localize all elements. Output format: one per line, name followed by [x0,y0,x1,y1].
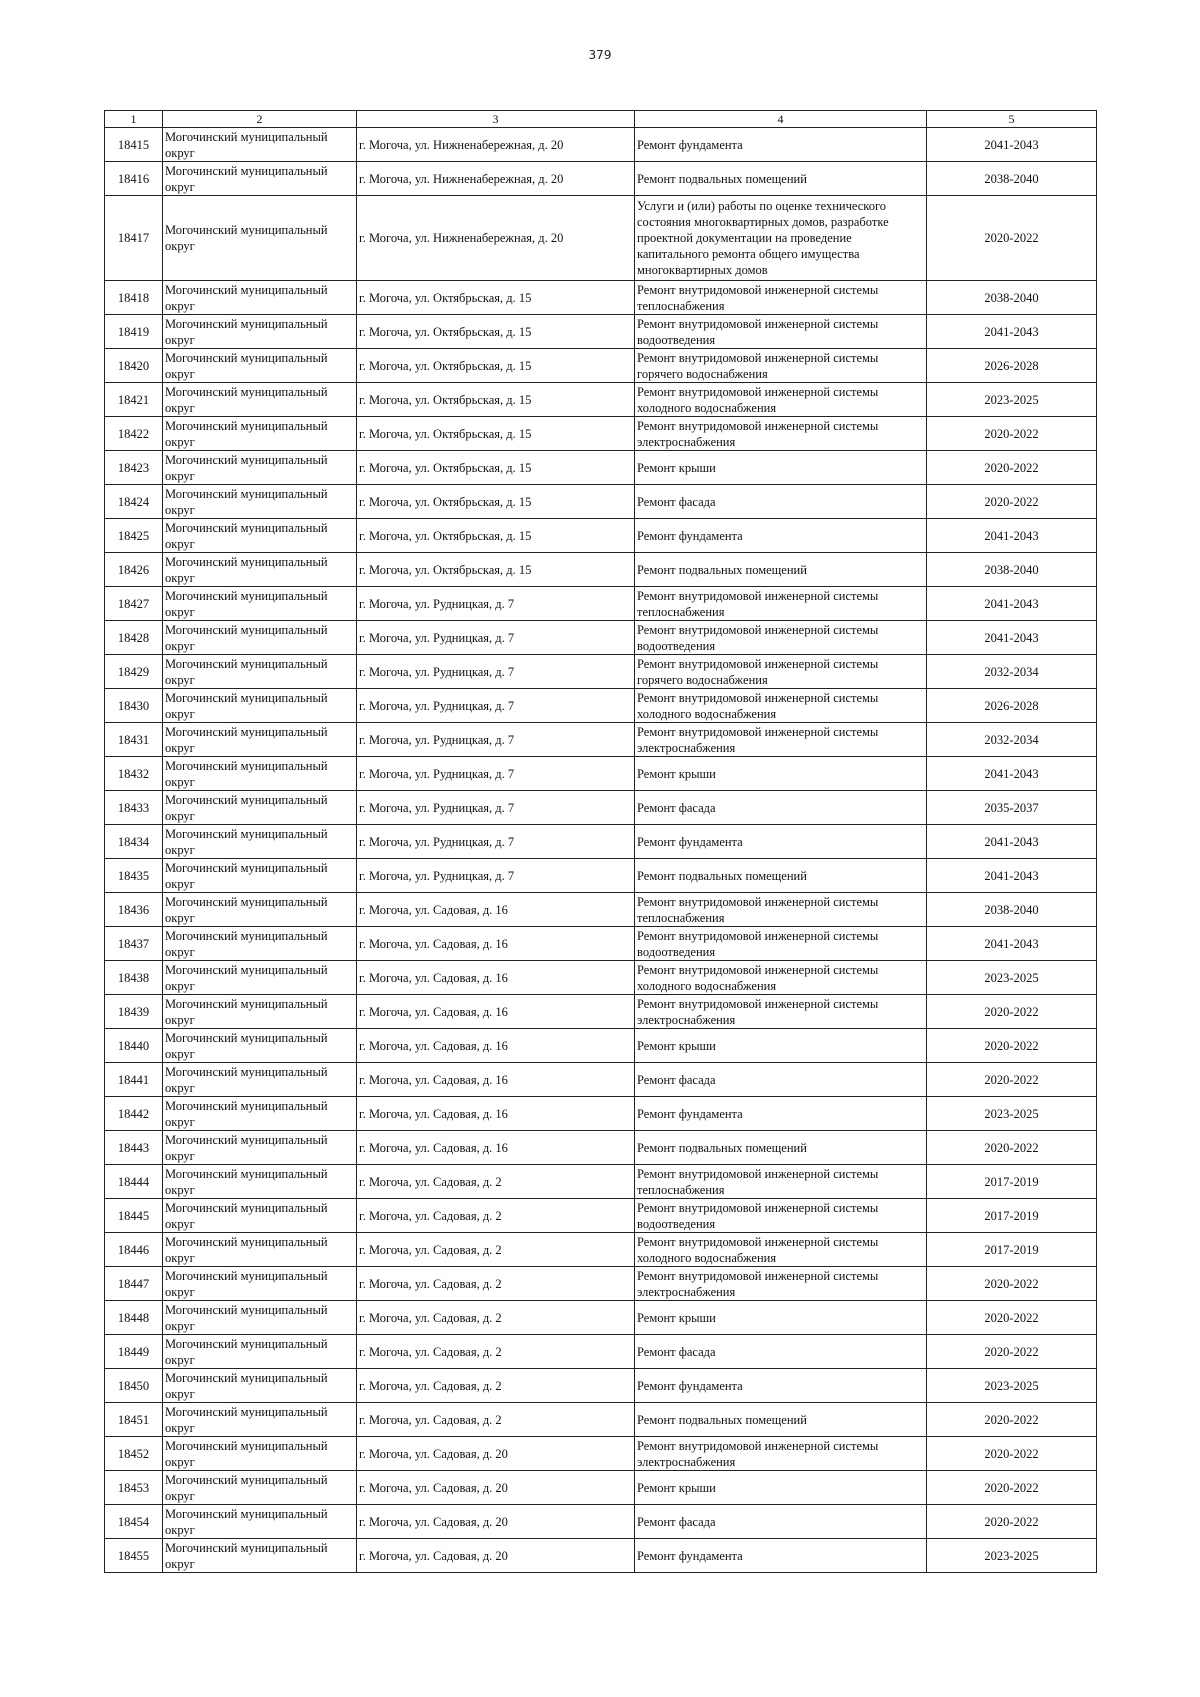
district-cell: Могочинский муниципальный округ [163,1233,357,1267]
table-row [105,451,1097,485]
period-cell: 2032-2034 [927,655,1097,689]
district-cell: Могочинский муниципальный округ [163,689,357,723]
table-row [105,1301,1097,1335]
period-cell: 2023-2025 [927,1369,1097,1403]
row-number-cell: 18451 [105,1403,163,1437]
address-cell: г. Могоча, ул. Садовая, д. 2 [357,1403,635,1437]
table-row [105,655,1097,689]
period-cell: 2038-2040 [927,553,1097,587]
period-cell: 2017-2019 [927,1199,1097,1233]
district-cell: Могочинский муниципальный округ [163,1165,357,1199]
table-row [105,1539,1097,1573]
district-cell: Могочинский муниципальный округ [163,553,357,587]
period-cell: 2026-2028 [927,689,1097,723]
district-cell: Могочинский муниципальный округ [163,1403,357,1437]
table-row [105,961,1097,995]
address-cell: г. Могоча, ул. Садовая, д. 2 [357,1165,635,1199]
table-row [105,621,1097,655]
district-cell: Могочинский муниципальный округ [163,162,357,196]
work-type-cell: Ремонт крыши [635,1301,927,1335]
work-type-cell: Ремонт внутридомовой инженерной системы горячего водоснабжения [635,349,927,383]
work-type-cell: Ремонт крыши [635,757,927,791]
row-number-cell: 18455 [105,1539,163,1573]
table-row [105,1335,1097,1369]
row-number-cell: 18432 [105,757,163,791]
address-cell: г. Могоча, ул. Рудницкая, д. 7 [357,825,635,859]
row-number-cell: 18424 [105,485,163,519]
address-cell: г. Могоча, ул. Садовая, д. 2 [357,1233,635,1267]
work-type-cell: Ремонт фундамента [635,128,927,162]
period-cell: 2041-2043 [927,315,1097,349]
row-number-cell: 18422 [105,417,163,451]
address-cell: г. Могоча, ул. Октябрьская, д. 15 [357,417,635,451]
table-row [105,587,1097,621]
work-type-cell: Ремонт подвальных помещений [635,1131,927,1165]
period-cell: 2017-2019 [927,1233,1097,1267]
district-cell: Могочинский муниципальный округ [163,1097,357,1131]
row-number-cell: 18415 [105,128,163,162]
period-cell: 2032-2034 [927,723,1097,757]
table-row [105,1505,1097,1539]
address-cell: г. Могоча, ул. Садовая, д. 16 [357,1097,635,1131]
district-cell: Могочинский муниципальный округ [163,655,357,689]
column-number-row [105,111,1097,128]
table-row [105,1063,1097,1097]
table-row [105,519,1097,553]
district-cell: Могочинский муниципальный округ [163,1063,357,1097]
table-row [105,349,1097,383]
table-row [105,825,1097,859]
district-cell: Могочинский муниципальный округ [163,485,357,519]
work-type-cell: Ремонт крыши [635,1029,927,1063]
table-row [105,1369,1097,1403]
table-row [105,281,1097,315]
row-number-cell: 18436 [105,893,163,927]
district-cell: Могочинский муниципальный округ [163,281,357,315]
work-type-cell: Ремонт внутридомовой инженерной системы водоотведения [635,621,927,655]
table-row [105,1029,1097,1063]
work-type-cell: Ремонт внутридомовой инженерной системы водоотведения [635,1199,927,1233]
period-cell: 2041-2043 [927,128,1097,162]
address-cell: г. Могоча, ул. Октябрьская, д. 15 [357,349,635,383]
table-row [105,1233,1097,1267]
column-header-2: 2 [163,111,357,128]
address-cell: г. Могоча, ул. Нижненабережная, д. 20 [357,128,635,162]
district-cell: Могочинский муниципальный округ [163,315,357,349]
work-type-cell: Ремонт внутридомовой инженерной системы теплоснабжения [635,587,927,621]
address-cell: г. Могоча, ул. Садовая, д. 16 [357,961,635,995]
table-row [105,196,1097,281]
row-number-cell: 18419 [105,315,163,349]
address-cell: г. Могоча, ул. Рудницкая, д. 7 [357,859,635,893]
district-cell: Могочинский муниципальный округ [163,383,357,417]
district-cell: Могочинский муниципальный округ [163,1131,357,1165]
address-cell: г. Могоча, ул. Октябрьская, д. 15 [357,315,635,349]
work-type-cell: Ремонт внутридомовой инженерной системы водоотведения [635,315,927,349]
period-cell: 2020-2022 [927,1335,1097,1369]
work-type-cell: Ремонт внутридомовой инженерной системы водоотведения [635,927,927,961]
period-cell: 2020-2022 [927,1505,1097,1539]
period-cell: 2020-2022 [927,485,1097,519]
table-row [105,723,1097,757]
period-cell: 2017-2019 [927,1165,1097,1199]
row-number-cell: 18430 [105,689,163,723]
row-number-cell: 18417 [105,196,163,281]
row-number-cell: 18438 [105,961,163,995]
table-row [105,1097,1097,1131]
period-cell: 2041-2043 [927,519,1097,553]
table-row [105,927,1097,961]
row-number-cell: 18423 [105,451,163,485]
work-type-cell: Услуги и (или) работы по оценке технического состояния многоквартирных домов, разработке проектной документации на проведение капитального ремонта общего имущества многоквартирных домов [635,196,927,281]
work-type-cell: Ремонт подвальных помещений [635,859,927,893]
district-cell: Могочинский муниципальный округ [163,1505,357,1539]
period-cell: 2035-2037 [927,791,1097,825]
work-type-cell: Ремонт фундамента [635,1369,927,1403]
work-type-cell: Ремонт внутридомовой инженерной системы электроснабжения [635,723,927,757]
work-type-cell: Ремонт фундамента [635,825,927,859]
district-cell: Могочинский муниципальный округ [163,1267,357,1301]
row-number-cell: 18449 [105,1335,163,1369]
address-cell: г. Могоча, ул. Садовая, д. 2 [357,1369,635,1403]
table-row [105,1437,1097,1471]
district-cell: Могочинский муниципальный округ [163,791,357,825]
work-type-cell: Ремонт подвальных помещений [635,553,927,587]
period-cell: 2023-2025 [927,961,1097,995]
period-cell: 2020-2022 [927,417,1097,451]
row-number-cell: 18435 [105,859,163,893]
row-number-cell: 18454 [105,1505,163,1539]
period-cell: 2038-2040 [927,893,1097,927]
row-number-cell: 18442 [105,1097,163,1131]
district-cell: Могочинский муниципальный округ [163,961,357,995]
row-number-cell: 18421 [105,383,163,417]
row-number-cell: 18418 [105,281,163,315]
district-cell: Могочинский муниципальный округ [163,349,357,383]
address-cell: г. Могоча, ул. Октябрьская, д. 15 [357,383,635,417]
table-header [105,111,1097,128]
period-cell: 2041-2043 [927,927,1097,961]
row-number-cell: 18433 [105,791,163,825]
district-cell: Могочинский муниципальный округ [163,587,357,621]
address-cell: г. Могоча, ул. Садовая, д. 16 [357,1029,635,1063]
period-cell: 2020-2022 [927,1403,1097,1437]
table-row [105,1403,1097,1437]
address-cell: г. Могоча, ул. Садовая, д. 20 [357,1539,635,1573]
table-row [105,1267,1097,1301]
row-number-cell: 18443 [105,1131,163,1165]
table-row [105,859,1097,893]
work-type-cell: Ремонт внутридомовой инженерной системы электроснабжения [635,1267,927,1301]
address-cell: г. Могоча, ул. Нижненабережная, д. 20 [357,196,635,281]
district-cell: Могочинский муниципальный округ [163,927,357,961]
row-number-cell: 18439 [105,995,163,1029]
district-cell: Могочинский муниципальный округ [163,893,357,927]
address-cell: г. Могоча, ул. Рудницкая, д. 7 [357,587,635,621]
column-header-1: 1 [105,111,163,128]
period-cell: 2020-2022 [927,1029,1097,1063]
row-number-cell: 18446 [105,1233,163,1267]
district-cell: Могочинский муниципальный округ [163,128,357,162]
work-type-cell: Ремонт внутридомовой инженерной системы холодного водоснабжения [635,1233,927,1267]
row-number-cell: 18453 [105,1471,163,1505]
district-cell: Могочинский муниципальный округ [163,1471,357,1505]
district-cell: Могочинский муниципальный округ [163,1335,357,1369]
work-type-cell: Ремонт фасада [635,791,927,825]
table-row [105,162,1097,196]
row-number-cell: 18431 [105,723,163,757]
row-number-cell: 18434 [105,825,163,859]
district-cell: Могочинский муниципальный округ [163,1369,357,1403]
work-type-cell: Ремонт фундамента [635,519,927,553]
address-cell: г. Могоча, ул. Рудницкая, д. 7 [357,757,635,791]
row-number-cell: 18428 [105,621,163,655]
district-cell: Могочинский муниципальный округ [163,1301,357,1335]
period-cell: 2020-2022 [927,1063,1097,1097]
row-number-cell: 18450 [105,1369,163,1403]
column-header-4: 4 [635,111,927,128]
row-number-cell: 18440 [105,1029,163,1063]
district-cell: Могочинский муниципальный округ [163,519,357,553]
district-cell: Могочинский муниципальный округ [163,859,357,893]
period-cell: 2020-2022 [927,1267,1097,1301]
work-type-cell: Ремонт подвальных помещений [635,1403,927,1437]
table-row [105,1471,1097,1505]
period-cell: 2023-2025 [927,1539,1097,1573]
work-type-cell: Ремонт внутридомовой инженерной системы холодного водоснабжения [635,689,927,723]
row-number-cell: 18427 [105,587,163,621]
period-cell: 2020-2022 [927,995,1097,1029]
row-number-cell: 18416 [105,162,163,196]
address-cell: г. Могоча, ул. Рудницкая, д. 7 [357,791,635,825]
address-cell: г. Могоча, ул. Нижненабережная, д. 20 [357,162,635,196]
work-type-cell: Ремонт фасада [635,1505,927,1539]
work-type-cell: Ремонт фасада [635,485,927,519]
table-row [105,485,1097,519]
address-cell: г. Могоча, ул. Октябрьская, д. 15 [357,281,635,315]
district-cell: Могочинский муниципальный округ [163,1437,357,1471]
address-cell: г. Могоча, ул. Рудницкая, д. 7 [357,723,635,757]
district-cell: Могочинский муниципальный округ [163,451,357,485]
address-cell: г. Могоча, ул. Садовая, д. 2 [357,1199,635,1233]
work-type-cell: Ремонт крыши [635,451,927,485]
address-cell: г. Могоча, ул. Садовая, д. 16 [357,995,635,1029]
address-cell: г. Могоча, ул. Рудницкая, д. 7 [357,621,635,655]
table-row [105,689,1097,723]
district-cell: Могочинский муниципальный округ [163,995,357,1029]
repair-schedule-table [104,110,1097,1573]
period-cell: 2020-2022 [927,451,1097,485]
district-cell: Могочинский муниципальный округ [163,1199,357,1233]
period-cell: 2041-2043 [927,825,1097,859]
address-cell: г. Могоча, ул. Садовая, д. 16 [357,1063,635,1097]
address-cell: г. Могоча, ул. Октябрьская, д. 15 [357,553,635,587]
column-header-3: 3 [357,111,635,128]
work-type-cell: Ремонт внутридомовой инженерной системы теплоснабжения [635,1165,927,1199]
table-row [105,791,1097,825]
period-cell: 2020-2022 [927,1301,1097,1335]
address-cell: г. Могоча, ул. Садовая, д. 2 [357,1335,635,1369]
table-row [105,1165,1097,1199]
table-row [105,128,1097,162]
work-type-cell: Ремонт внутридомовой инженерной системы электроснабжения [635,1437,927,1471]
period-cell: 2041-2043 [927,859,1097,893]
district-cell: Могочинский муниципальный округ [163,417,357,451]
period-cell: 2023-2025 [927,383,1097,417]
work-type-cell: Ремонт внутридомовой инженерной системы горячего водоснабжения [635,655,927,689]
table-row [105,893,1097,927]
period-cell: 2020-2022 [927,196,1097,281]
table-row [105,315,1097,349]
table-row [105,1131,1097,1165]
period-cell: 2020-2022 [927,1131,1097,1165]
work-type-cell: Ремонт фундамента [635,1539,927,1573]
district-cell: Могочинский муниципальный округ [163,1029,357,1063]
row-number-cell: 18425 [105,519,163,553]
table-row [105,995,1097,1029]
row-number-cell: 18426 [105,553,163,587]
address-cell: г. Могоча, ул. Садовая, д. 2 [357,1301,635,1335]
page-number: 379 [588,48,612,62]
district-cell: Могочинский муниципальный округ [163,196,357,281]
address-cell: г. Могоча, ул. Садовая, д. 16 [357,927,635,961]
work-type-cell: Ремонт внутридомовой инженерной системы теплоснабжения [635,893,927,927]
table-row [105,1199,1097,1233]
row-number-cell: 18441 [105,1063,163,1097]
work-type-cell: Ремонт внутридомовой инженерной системы теплоснабжения [635,281,927,315]
work-type-cell: Ремонт внутридомовой инженерной системы электроснабжения [635,417,927,451]
district-cell: Могочинский муниципальный округ [163,757,357,791]
period-cell: 2038-2040 [927,162,1097,196]
address-cell: г. Могоча, ул. Садовая, д. 16 [357,893,635,927]
table-row [105,417,1097,451]
address-cell: г. Могоча, ул. Садовая, д. 20 [357,1505,635,1539]
work-type-cell: Ремонт внутридомовой инженерной системы электроснабжения [635,995,927,1029]
address-cell: г. Могоча, ул. Рудницкая, д. 7 [357,655,635,689]
address-cell: г. Могоча, ул. Садовая, д. 16 [357,1131,635,1165]
period-cell: 2038-2040 [927,281,1097,315]
period-cell: 2020-2022 [927,1437,1097,1471]
row-number-cell: 18420 [105,349,163,383]
row-number-cell: 18429 [105,655,163,689]
district-cell: Могочинский муниципальный округ [163,1539,357,1573]
address-cell: г. Могоча, ул. Рудницкая, д. 7 [357,689,635,723]
period-cell: 2041-2043 [927,587,1097,621]
row-number-cell: 18447 [105,1267,163,1301]
period-cell: 2020-2022 [927,1471,1097,1505]
period-cell: 2041-2043 [927,757,1097,791]
row-number-cell: 18444 [105,1165,163,1199]
address-cell: г. Могоча, ул. Октябрьская, д. 15 [357,519,635,553]
period-cell: 2041-2043 [927,621,1097,655]
table-row [105,383,1097,417]
table-body [105,128,1097,1573]
table-row [105,757,1097,791]
row-number-cell: 18437 [105,927,163,961]
row-number-cell: 18448 [105,1301,163,1335]
address-cell: г. Могоча, ул. Садовая, д. 20 [357,1471,635,1505]
row-number-cell: 18452 [105,1437,163,1471]
address-cell: г. Могоча, ул. Садовая, д. 20 [357,1437,635,1471]
district-cell: Могочинский муниципальный округ [163,723,357,757]
column-header-5: 5 [927,111,1097,128]
work-type-cell: Ремонт внутридомовой инженерной системы холодного водоснабжения [635,961,927,995]
work-type-cell: Ремонт фундамента [635,1097,927,1131]
row-number-cell: 18445 [105,1199,163,1233]
period-cell: 2023-2025 [927,1097,1097,1131]
work-type-cell: Ремонт крыши [635,1471,927,1505]
work-type-cell: Ремонт фасада [635,1063,927,1097]
work-type-cell: Ремонт внутридомовой инженерной системы холодного водоснабжения [635,383,927,417]
district-cell: Могочинский муниципальный округ [163,621,357,655]
work-type-cell: Ремонт подвальных помещений [635,162,927,196]
address-cell: г. Могоча, ул. Октябрьская, д. 15 [357,485,635,519]
work-type-cell: Ремонт фасада [635,1335,927,1369]
address-cell: г. Могоча, ул. Садовая, д. 2 [357,1267,635,1301]
district-cell: Могочинский муниципальный округ [163,825,357,859]
table-row [105,553,1097,587]
period-cell: 2026-2028 [927,349,1097,383]
address-cell: г. Могоча, ул. Октябрьская, д. 15 [357,451,635,485]
